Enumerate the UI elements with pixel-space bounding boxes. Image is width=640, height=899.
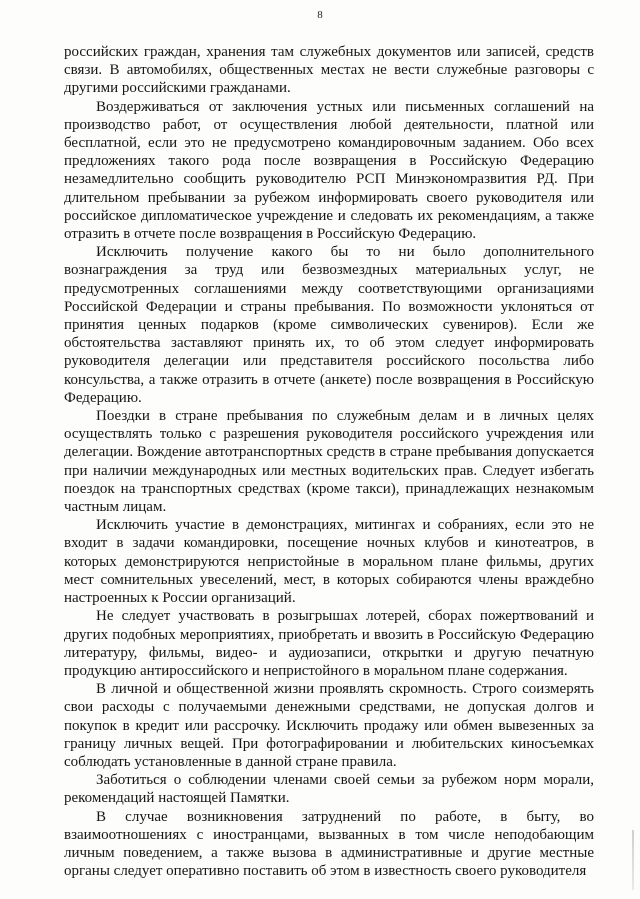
paragraph: Исключить получение какого бы то ни было дополнительного вознаграждения за труд или безвозмездных материальных услуг, не предусмотренных соглашениями между соответствующими организациями Российской Федерации и страны пребывания. По возможности уклоняться от принятия ценных подарков (кроме символических сувениров). Если же обстоятельства заставляют принять их, то об этом следует информировать руководителя делегации или представителя российского посольства либо консульства, а также отразить в отчете (анкете) после возвращения в Российскую Федерацию. bbox=[64, 244, 594, 406]
body-text bbox=[64, 43, 594, 880]
page-number: 8 bbox=[317, 9, 323, 21]
paragraph: В личной и общественной жизни проявлять скромность. Строго соизмерять свои расходы с получаемыми денежными средствами, не допуская долгов и покупок в кредит или рассрочку. Исключить продажу или обмен вывезенных за границу личных вещей. При фотографировании и любительских киносъемках соблюдать установленные в данной стране правила. bbox=[64, 681, 594, 770]
paragraph: Заботиться о соблюдении членами своей семьи за рубежом норм морали, рекомендаций настоящей Памятки. bbox=[64, 772, 594, 807]
scan-edge-mark bbox=[632, 830, 634, 890]
paragraph: Воздерживаться от заключения устных или письменных соглашений на производство работ, от осуществления любой деятельности, платной или бесплатной, если это не предусмотрено командировочным заданием. Обо всех предложениях такого рода после возвращения в Российскую Федерацию незамедлительно сообщить руководителю РСП Минэкономразвития РД. При длительном пребывании за рубежом информировать своего руководителя или российское дипломатическое учреждение и следовать их рекомендациям, а также отразить в отчете после возвращения в Российскую Федерацию. bbox=[64, 98, 594, 243]
paragraph: Исключить участие в демонстрациях, митингах и собраниях, если это не входит в задачи командировки, посещение ночных клубов и кинотеатров, в которых демонстрируются непристойные в моральном плане фильмы, других мест сомнительных увеселений, мест, в которых собираются члены враждебно настроенных к России организаций. bbox=[64, 517, 594, 607]
paragraph: Поездки в стране пребывания по служебным делам и в личных целях осуществлять только с разрешения руководителя российского учреждения или делегации. Вождение автотранспортных средств в стране пребывания допускается при наличии международных или местных водительских прав. Следует избегать поездок на транспортных средствах (кроме такси), принадлежащих незнакомым частным лицам. bbox=[64, 408, 594, 516]
paragraph: российских граждан, хранения там служебных документов или записей, средств связи. В автомобилях, общественных местах не вести служебные разговоры с другими российскими гражданами. bbox=[64, 44, 594, 97]
paragraph: Не следует участвовать в розыгрышах лотерей, сборах пожертвований и других подобных мероприятиях, приобретать и ввозить в Российскую Федерацию литературу, фильмы, видео- и аудиозаписи, открытки и другую печатную продукцию антироссийского и непристойного в моральном плане содержания. bbox=[64, 608, 594, 679]
paragraph: В случае возникновения затруднений по работе, в быту, во взаимоотношениях с иностранцами, вызванных в том числе неподобающим личным поведением, а также вызова в административные и другие местные органы следует оперативно поставить об этом в известность своего руководителя bbox=[64, 808, 594, 880]
